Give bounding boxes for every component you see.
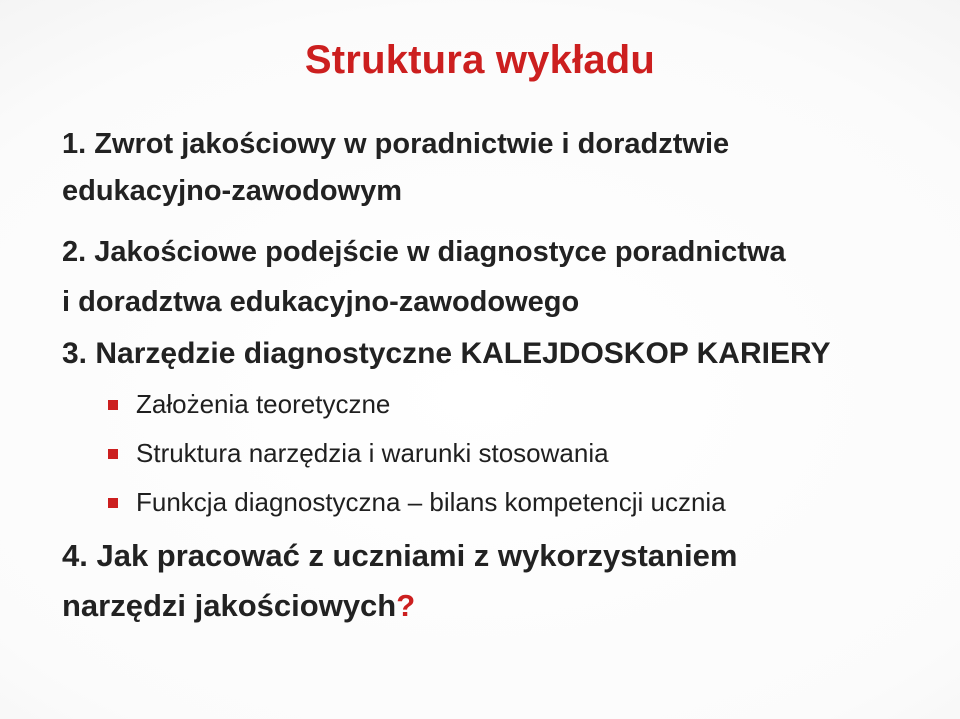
subitem: [104, 429, 924, 478]
square-bullet-icon: [108, 400, 118, 410]
outline-item-4: [62, 531, 922, 631]
outline-item-1: [62, 121, 922, 215]
outline-item-2: [62, 227, 922, 327]
square-bullet-icon: [108, 449, 118, 459]
outline-item-1-line-2: edukacyjno-zawodowym: [62, 175, 403, 207]
subitem-text: Struktura narzędzia i warunki stosowania: [136, 438, 609, 468]
outline-item-3-line-1: 3. Narzędzie diagnostyczne KALEJDOSKOP KARIERY: [62, 337, 831, 370]
outline-item-2-line-2: i doradztwa edukacyjno-zawodowego: [62, 286, 580, 318]
outline-item-1-line-1: 1. Zwrot jakościowy w poradnictwie i doradztwie: [62, 128, 730, 160]
outline-item-2-line-1: 2. Jakościowe podejście w diagnostyce poradnictwa: [62, 236, 786, 268]
subitem-list: [104, 380, 924, 527]
question-mark: ?: [396, 588, 416, 623]
outline-item-4-line-2: [62, 581, 922, 631]
subitem-text: Założenia teoretyczne: [136, 389, 391, 419]
slide-title: Struktura wykładu: [304, 38, 656, 82]
outline-item-4-line-2-text: narzędzi jakościowych: [62, 588, 397, 623]
subitem: [104, 380, 924, 429]
square-bullet-icon: [108, 498, 118, 508]
subitem-text: Funkcja diagnostyczna – bilans kompetencji ucznia: [136, 487, 726, 517]
outline-item-3: [62, 329, 922, 379]
outline-item-4-line-1: 4. Jak pracować z uczniami z wykorzystaniem: [62, 538, 738, 573]
subitem: [104, 478, 924, 527]
